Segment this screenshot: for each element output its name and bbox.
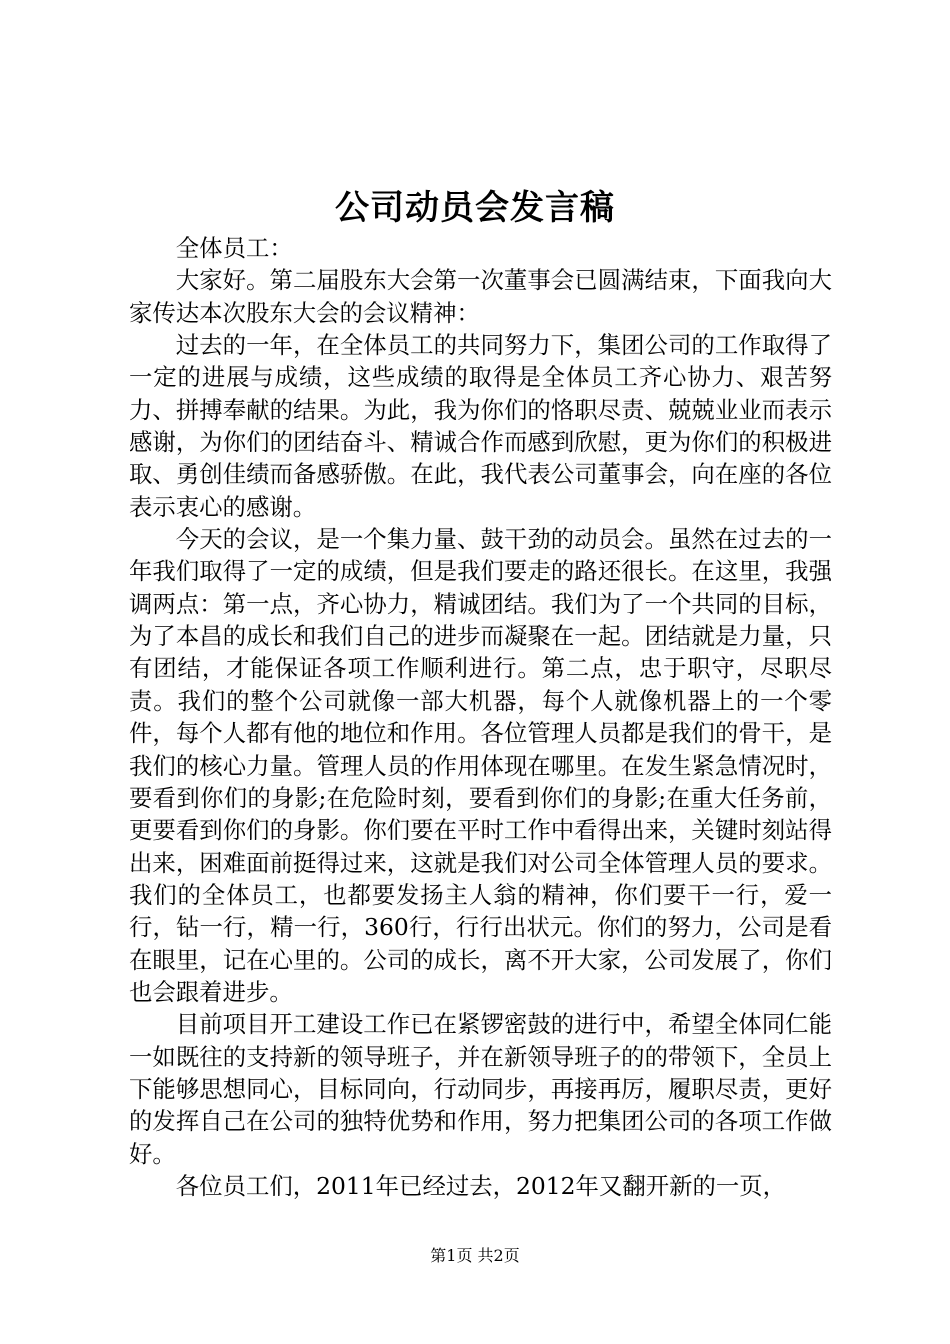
document-title: 公司动员会发言稿 bbox=[335, 188, 615, 228]
paragraph-new-year: 各位员工们，2011年已经过去，2012年又翻开新的一页， bbox=[175, 1171, 787, 1200]
paragraph-greeting: 大家好。第二届股东大会第一次董事会已圆满结束，下面我向大家传达本次股东大会的会议精神： bbox=[129, 266, 832, 327]
paragraph-salutation: 全体员工： bbox=[175, 234, 293, 262]
paragraph-thanks: 过去的一年，在全体员工的共同努力下，集团公司的工作取得了一定的进展与成绩，这些成绩的取得是全体员工齐心协力、艰苦努力、拼搏奉献的结果。为此，我为你们的恪职尽责、兢兢业业而表示感谢，为你们的团结奋斗、精诚合作而感到欣慰，更为你们的积极进取、勇创佳绩而备感骄傲。在此，我代表公司董事会，向在座的各位表示衷心的感谢。 bbox=[129, 331, 832, 521]
document-body bbox=[129, 232, 832, 1202]
paragraph-mobilization: 今天的会议，是一个集力量、鼓干劲的动员会。虽然在过去的一年我们取得了一定的成绩，但是我们要走的路还很长。在这里，我强调两点：第一点，齐心协力，精诚团结。我们为了一个共同的目标，为了本昌的成长和我们自己的进步而凝聚在一起。团结就是力量，只有团结，才能保证各项工作顺利进行。第二点，忠于职守，尽职尽责。我们的整个公司就像一部大机器，每个人就像机器上的一个零件，每个人都有他的地位和作用。各位管理人员都是我们的骨干，是我们的核心力量。管理人员的作用体现在哪里。在发生紧急情况时，要看到你们的身影;在危险时刻，要看到你们的身影;在重大任务前，更要看到你们的身影。你们要在平时工作中看得出来，关键时刻站得出来，困难面前挺得过来，这就是我们对公司全体管理人员的要求。我们的全体员工，也都要发扬主人翁的精神，你们要干一行，爱一行，钻一行，精一行，360行，行行出状元。你们的努力，公司是看在眼里，记在心里的。公司的成长，离不开大家，公司发展了，你们也会跟着进步。 bbox=[129, 525, 832, 1006]
paragraph-project: 目前项目开工建设工作已在紧锣密鼓的进行中，希望全体同仁能一如既往的支持新的领导班子，并在新领导班子的的带领下，全员上下能够思想同心，目标同向，行动同步，再接再厉，履职尽责，更好的发挥自己在公司的独特优势和作用，努力把集团公司的各项工作做好。 bbox=[129, 1010, 832, 1168]
page-number-footer: 第1页 共2页 bbox=[430, 1246, 520, 1265]
